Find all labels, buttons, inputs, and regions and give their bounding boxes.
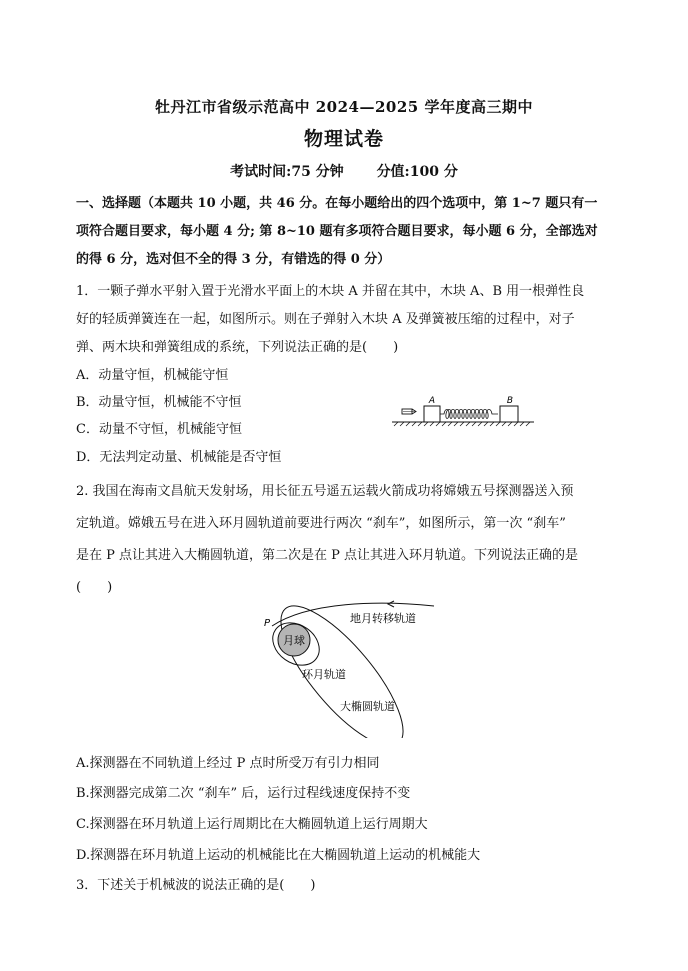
block-a-label: A [428,396,436,406]
bullet-icon [402,409,416,414]
exam-score: 分值:100 分 [376,164,458,180]
q1-option-c[interactable]: C．动量不守恒，机械能守恒 [76,422,242,437]
block-a [424,406,440,422]
q2-option-a[interactable]: A.探测器在不同轨道上经过 P 点时所受万有引力相同 [76,756,380,771]
question-2-stem [76,476,616,604]
transfer-orbit-label: 地月转移轨道 [350,612,416,625]
instruction-line: 一、选择题（本题共 10 小题，共 46 分。在每小题给出的四个选项中，第 1~7 题只有一 [76,196,598,211]
exam-time: 考试时间:75 分钟 [230,164,344,180]
question-line: 是在 P 点让其进入大椭圆轨道，第二次是在 P 点让其进入环月轨道。下列说法正确的是 [76,548,579,563]
school-title: 牡丹江市省级示范高中 2024—2025 学年度高三期中 [155,98,533,116]
subject-title: 物理试卷 [303,128,384,150]
question-3-stem: 3．下述关于机械波的说法正确的是( ) [76,878,316,893]
instruction-line: 项符合题目要求，每小题 4 分; 第 8~10 题有多项符合题目要求，每小题 6 分，全部选对 [76,224,598,239]
question-line: 定轨道。嫦娥五号在进入环月圆轨道前要进行两次 “刹车”，如图所示，第一次 “刹车” [76,516,566,531]
question-line: 2. 我国在海南文昌航天发射场，用长征五号遥五运载火箭成功将嫦娥五号探测器送入预 [76,484,574,499]
section1-instructions [76,190,616,274]
instruction-line: 的得 6 分，选对但不全的得 3 分，有错选的得 0 分） [76,252,391,267]
point-p-label: P [264,618,271,629]
moon-label: 月球 [283,634,305,647]
q2-option-c[interactable]: C.探测器在环月轨道上运行周期比在大椭圆轨道上运行周期大 [76,817,428,832]
q1-figure [388,392,538,432]
q1-option-b[interactable]: B．动量守恒，机械能不守恒 [76,395,242,410]
question-line: 1．一颗子弹水平射入置于光滑水平面上的木块 A 并留在其中，木块 A、B 用一根弹性良 [76,284,585,299]
ellipse-orbit-label: 大椭圆轨道 [340,700,395,713]
block-b-label: B [506,396,514,406]
arrow-icon [388,601,394,607]
exam-info [0,161,688,181]
q2-option-d[interactable]: D.探测器在环月轨道上运动的机械能比在大椭圆轨道上运动的机械能大 [76,848,481,863]
block-b [500,406,518,422]
spring-icon [440,410,498,419]
lunar-orbit-label: 环月轨道 [302,668,346,681]
q1-option-d[interactable]: D．无法判定动量、机械能是否守恒 [76,450,282,465]
question-line: 好的轻质弹簧连在一起，如图所示。则在子弹射入木块 A 及弹簧被压缩的过程中，对子 [76,312,575,327]
q2-orbit-figure [258,598,448,738]
question-line: ( ) [76,580,113,595]
question-1-stem [76,278,616,362]
question-line: 弹、两木块和弹簧组成的系统，下列说法正确的是( ) [76,340,399,355]
q1-option-a[interactable]: A．动量守恒，机械能守恒 [76,368,229,383]
q2-option-b[interactable]: B.探测器完成第二次 “刹车” 后，运行过程线速度保持不变 [76,786,411,801]
